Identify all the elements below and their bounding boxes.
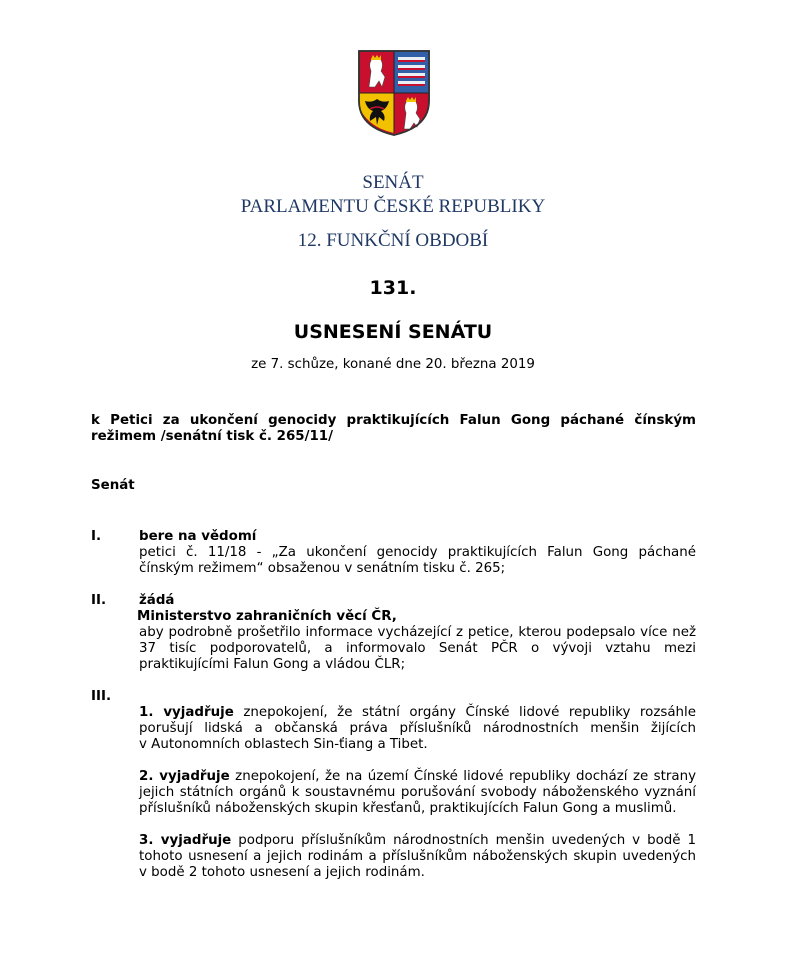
paragraph-2-lead: 2. vyjadřuje — [139, 769, 230, 784]
paragraph-3-line-1: 3. vyjadřuje podporu příslušníkům národnostních menšin uvedených v bodě 1 — [139, 833, 697, 848]
subject-line-2: režimem /senátní tisk č. 265/11/ — [91, 429, 333, 444]
section-2-verb: žádá — [139, 593, 175, 608]
paragraph-1-line-2: porušují lidská a občanská práva příslušníků národnostních menšin žijících — [139, 721, 696, 736]
resolution-number: 131. — [369, 277, 417, 299]
paragraph-1-line-1: 1. vyjadřuje znepokojení, že státní orgány Čínské lidové republiky rozsáhle — [139, 705, 696, 720]
paragraph-3-line-3: v bodě 2 tohoto usnesení a jejich rodinám. — [139, 865, 425, 880]
resolution-title: USNESENÍ SENÁTU — [293, 321, 493, 343]
section-number-1: I. — [91, 529, 102, 544]
section-number-2: II. — [91, 593, 107, 608]
paragraph-2-line-1: 2. vyjadřuje znepokojení, že na území Čínské lidové republiky dochází ze strany — [139, 769, 696, 784]
institution-name: SENÁT — [362, 172, 424, 193]
section-2-line-3: praktikujícími Falun Gong a vládou ČLR; — [139, 657, 406, 672]
paragraph-1-line-3: v Autonomních oblastech Sin-ťiang a Tibet. — [139, 737, 428, 752]
paragraph-2-line-2: jejich státních orgánů k soustavnému porušování svobody náboženského vyznání — [139, 785, 696, 800]
term-label: 12. FUNKČNÍ OBDOBÍ — [297, 230, 489, 251]
section-2-line-2: 37 tisíc podporovatelů, a informovalo Senát PČR o vývoji vztahu mezi — [139, 641, 696, 656]
paragraph-3-line-2: tohoto usnesení a jejich rodinám a příslušníkům náboženských skupin uvedených — [139, 849, 696, 864]
body-heading: Senát — [91, 478, 135, 493]
paragraph-3-lead: 3. vyjadřuje — [139, 833, 232, 848]
section-2-addressee: Ministerstvo zahraničních věcí ČR, — [137, 609, 397, 624]
paragraph-1-lead: 1. vyjadřuje — [139, 705, 234, 720]
section-1-line-1: petici č. 11/18 - „Za ukončení genocidy praktikujících Falun Gong páchané — [139, 545, 696, 560]
session-info: ze 7. schůze, konané dne 20. března 2019 — [251, 357, 535, 372]
parliament-name: PARLAMENTU ČESKÉ REPUBLIKY — [240, 196, 546, 217]
paragraph-2-line-3: příslušníků náboženských skupin křesťanů, praktikujících Falun Gong a muslimů. — [139, 801, 677, 816]
subject-line-1: k Petici za ukončení genocidy praktikujících Falun Gong páchané čínským — [91, 413, 696, 428]
section-1-line-2: čínským režimem“ obsaženou v senátním tisku č. 265; — [139, 561, 506, 576]
section-2-line-1: aby podrobně prošetřilo informace vycházející z petice, kterou podepsalo více než — [139, 625, 696, 640]
section-1-verb: bere na vědomí — [139, 529, 257, 544]
section-number-3: III. — [91, 689, 112, 704]
coat-of-arms — [357, 49, 431, 137]
